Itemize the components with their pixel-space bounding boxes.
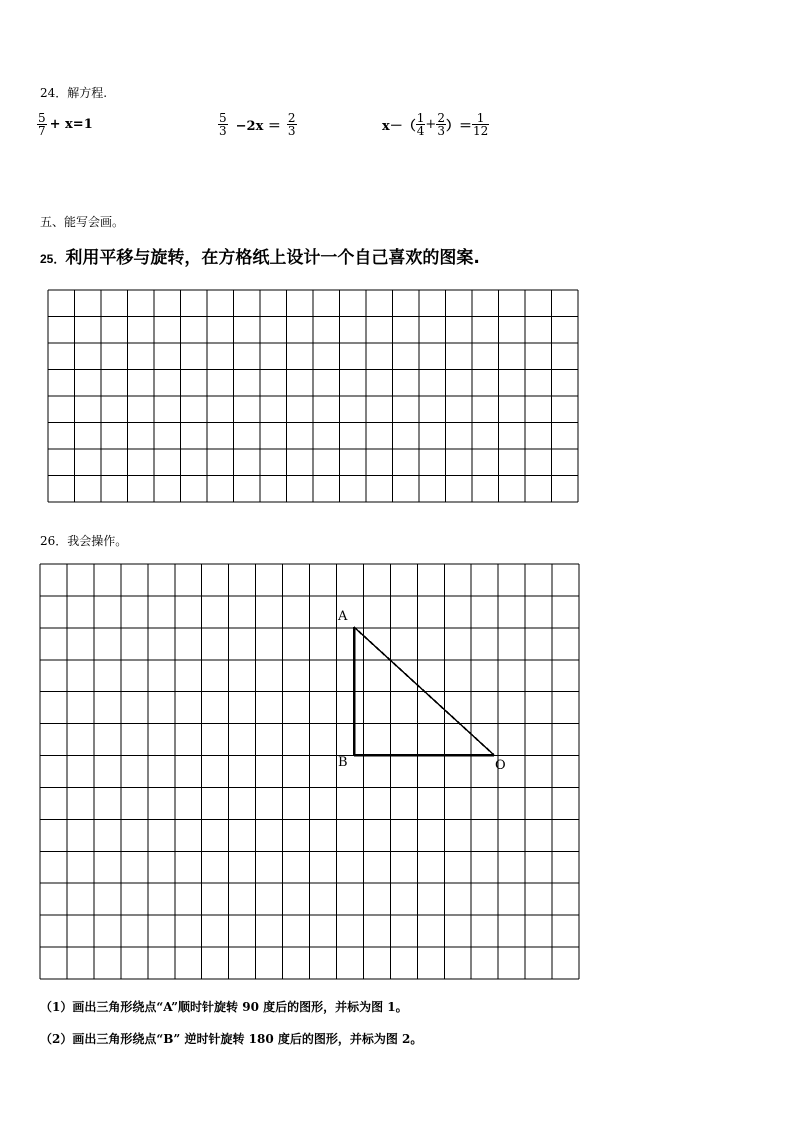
fraction: $\frac{2}{3}$ (437, 111, 445, 138)
point-label-b: B (338, 755, 348, 770)
q25-number: 25． (40, 252, 66, 266)
q26-label: 26．我会操作。 (40, 534, 128, 548)
point-label-o: O (495, 758, 506, 773)
task-2: （2）画出三角形绕点“B” 逆时针旋转 180 度后的图形，并标为图 2。 (40, 1032, 423, 1046)
q25-heading (40, 243, 480, 268)
equation-2: $\frac{5}{3}$ −2x ＝ $\frac{2}{3}$ (219, 111, 296, 138)
fraction: $\frac{2}{3}$ (287, 111, 296, 138)
task-1: （1）画出三角形绕点“A”顺时针旋转 90 度后的图形，并标为图 1。 (40, 1000, 408, 1014)
section-heading: 五、能写会画。 (40, 215, 125, 229)
point-label-a: A (338, 609, 348, 624)
triangle-abo (354, 627, 494, 755)
q24-label: 24．解方程. (40, 86, 108, 100)
grid-paper-25[interactable] (47, 289, 579, 503)
equation-3: x－（ $\frac{1}{4}$ + $\frac{2}{3}$ ）＝ $\frac{1}{12}$ (382, 111, 489, 138)
fraction: $\frac{5}{7}$ (38, 111, 46, 138)
fraction: $\frac{5}{3}$ (219, 111, 227, 138)
fraction: $\frac{1}{4}$ (416, 111, 425, 138)
segment-ao (354, 627, 494, 755)
fraction: $\frac{1}{12}$ (472, 111, 489, 138)
equation-1: $\frac{5}{7}$ + x=1 (38, 111, 93, 138)
q25-text: 利用平移与旋转，在方格纸上设计一个自己喜欢的图案. (65, 248, 480, 268)
